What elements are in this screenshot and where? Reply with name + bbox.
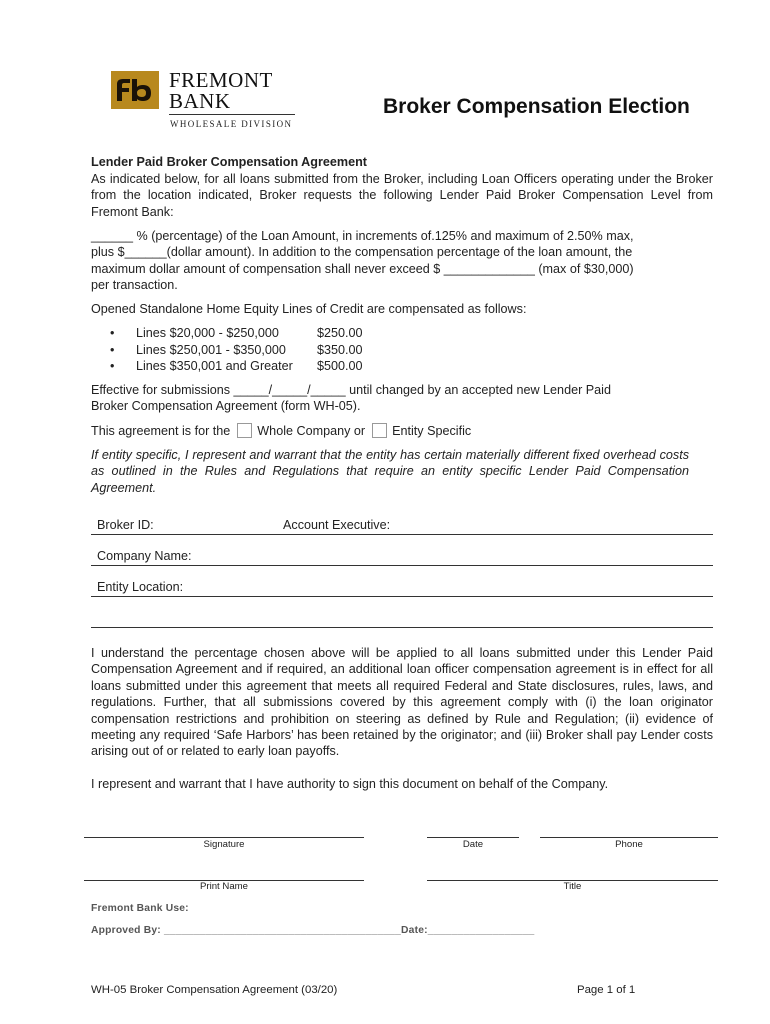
print-name-label: Print Name [200, 881, 248, 892]
logo-divider [169, 114, 295, 115]
logo-text-bank: BANK [169, 89, 231, 113]
heloc-intro: Opened Standalone Home Equity Lines of Credit are compensated as follows: [91, 302, 527, 316]
entity-specific-checkbox[interactable] [372, 423, 387, 438]
tier-range: Lines $250,001 - $350,000 [136, 342, 286, 357]
office-use-heading: Fremont Bank Use: [91, 903, 189, 914]
list-item [110, 342, 363, 359]
effective-date-line-1: Effective for submissions _____/_____/_____ until changed by an accepted new Lender Paid [91, 383, 611, 397]
footer-form-id: WH-05 Broker Compensation Agreement (03/20) [91, 984, 338, 996]
logo-division: WHOLESALE DIVISION [170, 119, 293, 129]
effective-date-line-2: Broker Compensation Agreement (form WH-05). [91, 399, 361, 413]
tier-amount: $500.00 [317, 359, 363, 373]
fremont-bank-logo-mark [111, 71, 159, 109]
bullet-icon: • [110, 359, 115, 373]
entity-location-label: Entity Location: [97, 580, 184, 594]
approved-by-line: Approved By: ________________________________________Date:__________________ [91, 925, 535, 936]
date-label: Date [462, 839, 484, 850]
compensation-line-2: plus $______(dollar amount). In addition to the compensation percentage of the loan amount, the [91, 245, 633, 259]
date-field[interactable] [427, 837, 519, 838]
broker-id-label: Broker ID: [97, 518, 154, 532]
bullet-icon: • [110, 342, 115, 357]
document-title: Broker Compensation Election [383, 95, 690, 118]
company-name-label: Company Name: [97, 549, 192, 563]
compensation-line-3: maximum dollar amount of compensation shall never exceed $ _____________ (max of $30,000) [91, 262, 634, 276]
acknowledgement-paragraph: I understand the percentage chosen above will be applied to all loans submitted under this Lender Paid Compensation Agreement and if required, an additional loan officer compensation agreement is in effect for all loans submitted under this agreement that meets all required Federal and State disclosures, rules, laws, and regulations. Further, that all submissions covered by this agreement comply with (i) the loan originator compensation restrictions and prohibition on steering as defined by Rule and Regulation; (ii) evidence of meeting any required ‘Safe Harbors’ has been retained by the originator; and (iii) Broker shall pay Lender costs arising out of or related to early loan payoffs. [91, 646, 713, 759]
tier-amount: $350.00 [317, 342, 363, 357]
compensation-line-4: per transaction. [91, 278, 178, 292]
whole-company-checkbox[interactable] [237, 423, 252, 438]
company-name-field[interactable] [91, 565, 713, 566]
entity-specific-note: If entity specific, I represent and warrant that the entity has certain materially different fixed overhead costs as outlined in the Rules and Regulations that require an entity specific Lender Paid Compensation Agreement. [91, 448, 689, 495]
bullet-icon: • [110, 326, 115, 340]
authority-statement: I represent and warrant that I have authority to sign this document on behalf of the Company. [91, 777, 609, 791]
whole-company-label: Whole Company or [257, 424, 366, 438]
compensation-line-1: ______ % (percentage) of the Loan Amount, in increments of.125% and maximum of 2.50% max, [91, 229, 634, 243]
tier-range: Lines $350,001 and Greater [136, 359, 293, 373]
signature-field[interactable] [84, 837, 364, 838]
broker-id-field[interactable] [91, 534, 713, 535]
account-executive-label: Account Executive: [283, 518, 391, 532]
tier-range: Lines $20,000 - $250,000 [136, 326, 279, 340]
fb-monogram-icon [111, 71, 159, 109]
phone-field[interactable] [540, 837, 718, 838]
entity-location-field[interactable] [91, 596, 713, 597]
heloc-tier-list [110, 325, 363, 375]
signature-label: Signature [203, 839, 245, 850]
scope-prefix: This agreement is for the [91, 424, 231, 438]
title-label: Title [563, 881, 582, 892]
tier-amount: $250.00 [317, 326, 363, 340]
list-item [110, 325, 363, 342]
intro-paragraph: As indicated below, for all loans submitted from the Broker, including Loan Officers operating under the Broker from the location indicated, Broker requests the following Lender Paid Broker Compensation Level from Fremont Bank: [91, 172, 713, 219]
footer-page-number: Page 1 of 1 [577, 984, 636, 996]
entity-location-field-2[interactable] [91, 627, 713, 628]
phone-label: Phone [615, 839, 643, 850]
logo-text-fremont: FREMONT [169, 68, 273, 92]
entity-specific-label: Entity Specific [392, 424, 472, 438]
list-item [110, 358, 363, 375]
section-heading: Lender Paid Broker Compensation Agreement [91, 155, 367, 169]
scope-selection [91, 423, 713, 439]
